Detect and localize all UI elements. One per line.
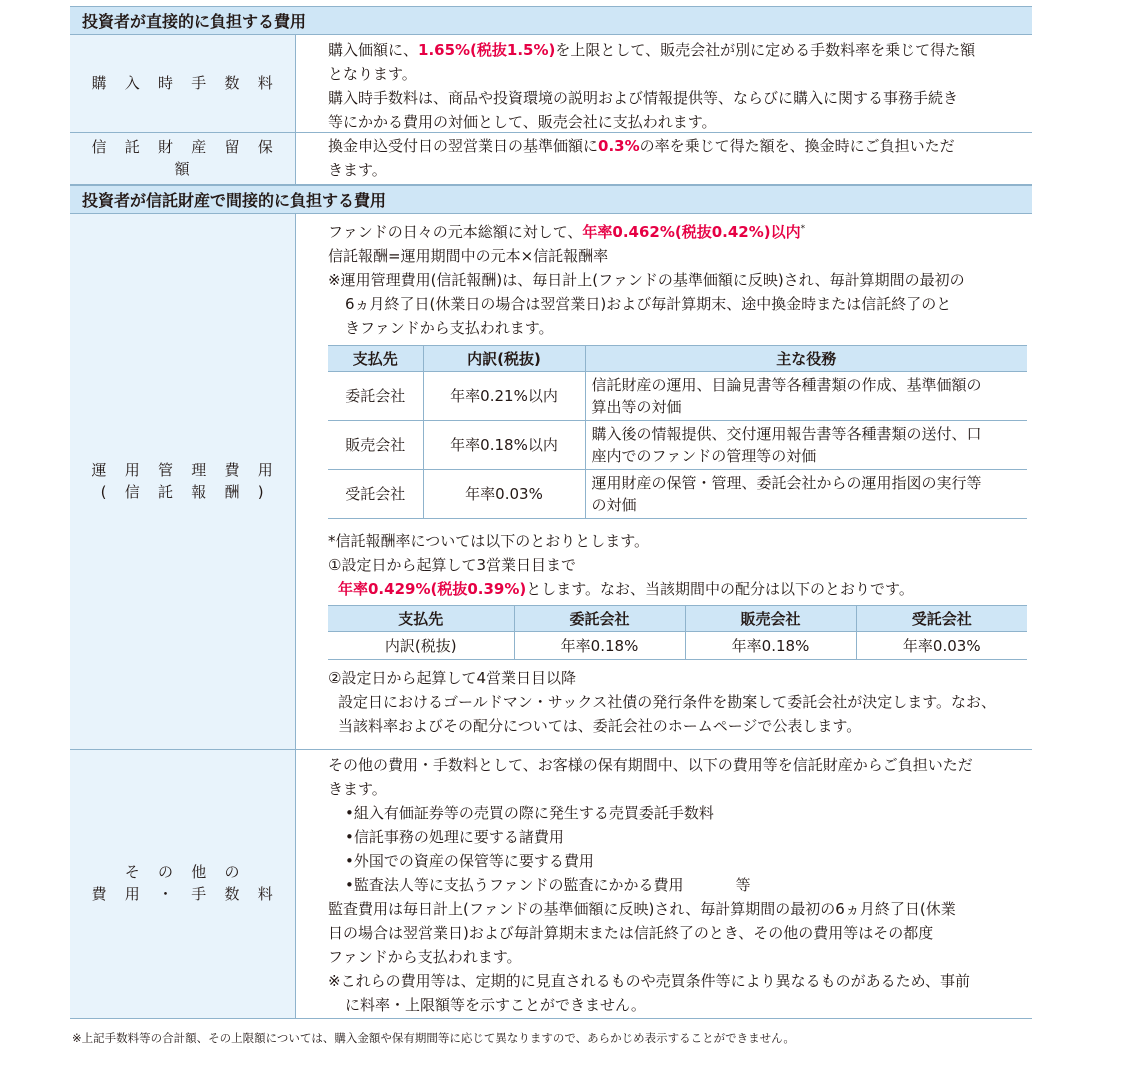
row-other-fees <box>70 750 1032 1019</box>
label-purchase-fee: 購 入 時 手 数 料 <box>70 35 296 132</box>
table-header-row: 支払先 内訳(税抜) 主な役務 <box>328 346 1027 372</box>
management-fee-rate: 年率0.462%(税抜0.42%)以内 <box>582 223 801 241</box>
fee-breakdown-table <box>328 345 1027 519</box>
table-header-row: 支払先 委託会社 販売会社 受託会社 <box>328 606 1027 632</box>
list-item: •監査法人等に支払うファンドの監査にかかる費用 等 <box>345 876 751 894</box>
initial-period-rate: 年率0.429%(税抜0.39%) <box>338 580 527 598</box>
list-item: •信託事務の処理に要する諸費用 <box>345 828 564 846</box>
content-trust-reserve: 換金申込受付日の翌営業日の基準価額に0.3%の率を乗じて得た額を、換金時にご負担いただ きます。 <box>328 137 955 179</box>
label-other-fees: そ の 他 の 費 用 ・ 手 数 料 <box>70 750 296 1018</box>
footnote: ※上記手数料等の合計額、その上限額については、購入金額や保有期間等に応じて異なりますので、あらかじめ表示することができません。 <box>72 1031 795 1045</box>
content-management-fee: ファンドの日々の元本総額に対して、年率0.462%(税抜0.42%)以内* 信託報酬=運用期間中の元本×信託報酬率 ※運用管理費用(信託報酬)は、毎日計上(ファンドの基準価額に反映)され、毎計算期間の最初の 6ヵ月終了日(休業日の場合は翌営業日)および毎計算期末、途中換金時または信託終了のと きファンドから支払われます。 支払先 内訳(税抜) 主な役務 委託会社 年率0.21%以内 信託財産の運用、目論見書等各種書類の作成、基準価額の 算出等の対価 販売会社 年率0.18%以内 購入後の情報提供、交付運用報告書等各種書類の送付、口 座内でのファンドの管理等の対価 受託会社 年率0.03% 運用財産の保管・管理、委託会社からの運用指図の実行等 の対価 *信託報酬率については以下のとおりとします。 ①設定日から起算して3営業日目まで 年率0.429%(税抜0.39%)とします。なお、当該期間中の配分は以下のとおりです。 支払先 委託会社 販売会社 受託会社 内訳(税抜) 年率0.18% 年率0.18% 年率0.03% ②設定日から起算して4営業日目以降 設定日におけるゴールドマン・サックス社債の発行条件を勘案して委託会社が決定します。なお、 当該料率およびその配分については、委託会社のホームページで公表します。 <box>296 214 1032 749</box>
list-item: •組入有価証券等の売買の際に発生する売買委託手数料 <box>345 804 714 822</box>
list-item: •外国での資産の保管等に要する費用 <box>345 852 594 870</box>
table-row: 内訳(税抜) 年率0.18% 年率0.18% 年率0.03% <box>328 632 1027 660</box>
content-purchase-fee: 購入価額に、1.65%(税抜1.5%)を上限として、販売会社が別に定める手数料率を乗じて得た額 となります。 購入時手数料は、商品や投資環境の説明および情報提供等、ならびに購入に関する事務手続き 等にかかる費用の対価として、販売会社に支払われます。 <box>328 41 976 131</box>
content-other-fees: その他の費用・手数料として、お客様の保有期間中、以下の費用等を信託財産からご負担いただ きます。 •組入有価証券等の売買の際に発生する売買委託手数料 •信託事務の処理に要する諸費用 •外国での資産の保管等に要する費用 •監査法人等に支払うファンドの監査にかかる費用 等 監査費用は毎日計上(ファンドの基準価額に反映)され、毎計算期間の最初の6ヵ月終了日(休業 日の場合は翌営業日)および毎計算期末または信託終了のとき、その他の費用等はその都度 ファンドから支払われます。 ※これらの費用等は、定期的に見直されるものや売買条件等により異なるものがあるため、事前 に料率・上限額等を示すことができません。 <box>296 750 1032 1018</box>
reserve-rate: 0.3% <box>598 137 640 155</box>
row-management-fee <box>70 214 1032 750</box>
label-trust-reserve: 信 託 財 産 留 保 額 <box>70 133 296 184</box>
fee-table <box>70 6 1032 1019</box>
initial-allocation-table <box>328 605 1027 660</box>
section-header-direct-costs: 投資者が直接的に負担する費用 <box>70 6 1032 35</box>
section-header-indirect-costs: 投資者が信託財産で間接的に負担する費用 <box>70 185 1032 214</box>
table-row: 受託会社 年率0.03% 運用財産の保管・管理、委託会社からの運用指図の実行等 の対価 <box>328 470 1027 519</box>
row-trust-reserve <box>70 133 1032 185</box>
table-row: 販売会社 年率0.18%以内 購入後の情報提供、交付運用報告書等各種書類の送付、口 座内でのファンドの管理等の対価 <box>328 421 1027 470</box>
max-purchase-fee-rate: 1.65%(税抜1.5%) <box>418 41 556 59</box>
label-management-fee: 運 用 管 理 費 用 ( 信 託 報 酬 ) <box>70 214 296 749</box>
table-row: 委託会社 年率0.21%以内 信託財産の運用、目論見書等各種書類の作成、基準価額の 算出等の対価 <box>328 372 1027 421</box>
row-purchase-fee <box>70 35 1032 133</box>
